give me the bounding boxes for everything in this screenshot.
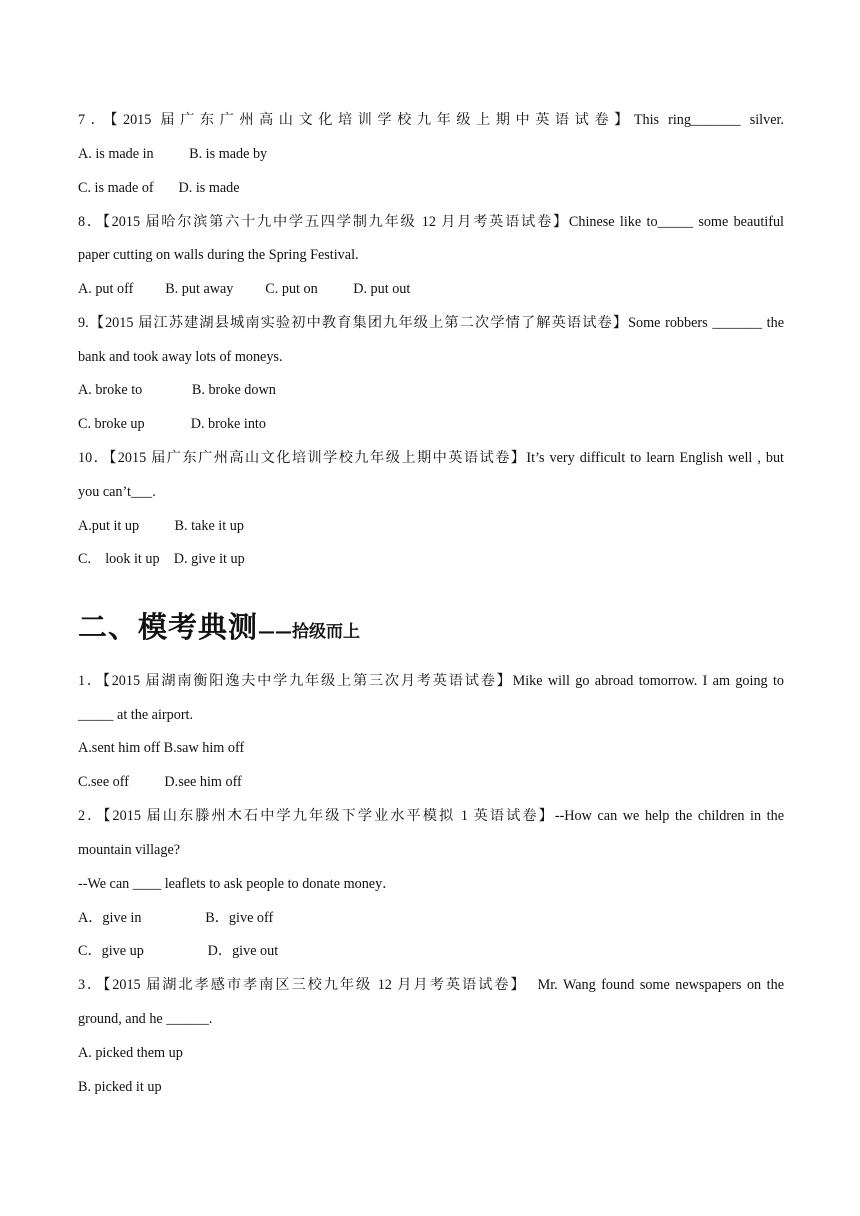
q9-stem-cont: bank and took away lots of moneys. <box>78 349 283 365</box>
section-heading <box>78 605 360 646</box>
q7-options-ab: A. is made in B. is made by <box>78 146 268 162</box>
s2-q2-stem-cont: mountain village? <box>78 842 181 858</box>
q10-options-cd: C. look it up D. give it up <box>78 551 245 567</box>
s2-q3-option-a: A. picked them up <box>78 1045 183 1061</box>
q9-options-cd: C. broke up D. broke into <box>78 416 266 432</box>
s2-q2-dialogue: --We can ____ leaflets to ask people to donate money． <box>78 876 397 892</box>
s2-q1-stem-cont: _____ at the airport. <box>78 707 194 723</box>
section-subtitle: ——拾级而上 <box>258 622 361 642</box>
q7-stem: 7．【2015 届广东广州高山文化培训学校九年级上期中英语试卷】This ring_______ silver. <box>78 112 784 128</box>
q10-stem: 10．【2015 届广东广州高山文化培训学校九年级上期中英语试卷】It’s very difficult to learn English well , but <box>78 450 784 466</box>
q10-options-ab: A.put it up B. take it up <box>78 518 244 534</box>
q9-stem: 9.【2015 届江苏建湖县城南实验初中教育集团九年级上第二次学情了解英语试卷】Some robbers _______ the <box>78 315 784 331</box>
s2-q2-options-cd: C．give up D．give out <box>78 943 279 959</box>
s2-q3-option-b: B. picked it up <box>78 1079 162 1095</box>
s2-q1-stem: 1．【2015 届湖南衡阳逸夫中学九年级上第三次月考英语试卷】Mike will go abroad tomorrow. I am going to <box>78 673 784 689</box>
q8-stem-cont: paper cutting on walls during the Spring Festival. <box>78 247 359 263</box>
q8-options: A. put off B. put away C. put on D. put out <box>78 281 411 297</box>
q10-stem-cont: you can’t___. <box>78 484 156 500</box>
s2-q3-stem: 3．【2015 届湖北孝感市孝南区三校九年级 12 月月考英语试卷】 Mr. Wang found some newspapers on the <box>78 977 784 993</box>
section-title: 二、模考典测 <box>78 610 259 644</box>
s2-q1-options-cd: C.see off D.see him off <box>78 774 242 790</box>
s2-q2-stem: 2．【2015 届山东滕州木石中学九年级下学业水平模拟 1 英语试卷】--How can we help the children in the <box>78 808 784 824</box>
q9-options-ab: A. broke to B. broke down <box>78 382 276 398</box>
q8-stem: 8．【2015 届哈尔滨第六十九中学五四学制九年级 12 月月考英语试卷】Chinese like to_____ some beautiful <box>78 214 784 230</box>
s2-q2-options-ab: A．give in B．give off <box>78 910 274 926</box>
s2-q3-stem-cont: ground, and he ______. <box>78 1011 213 1027</box>
s2-q1-options-ab: A.sent him off B.saw him off <box>78 740 245 756</box>
q7-options-cd: C. is made of D. is made <box>78 180 240 196</box>
